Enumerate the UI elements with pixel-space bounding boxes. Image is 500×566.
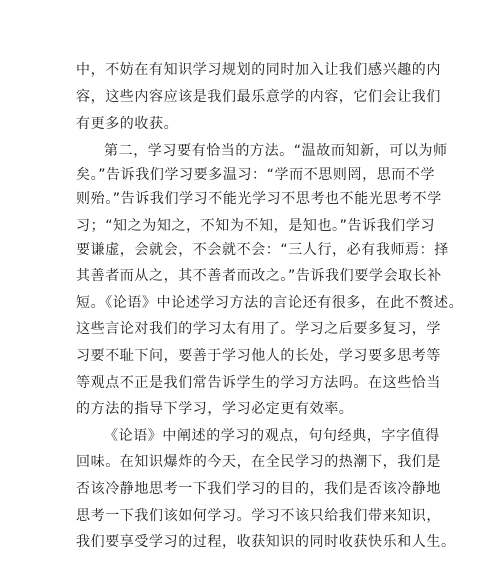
text-line-13: 等观点不正是我们常告诉学生的学习方法吗。在这些恰当 — [76, 375, 441, 391]
text-line-11: 这些言论对我们的学习太有用了。学习之后要多复习，学 — [76, 321, 441, 337]
text-line-14: 的方法的指导下学习，学习必定更有效率。 — [76, 401, 354, 417]
text-line-12: 习要不耻下问，要善于学习他人的长处，学习要多思考等 — [76, 348, 441, 364]
text-line-6: 则殆。”告诉我们学习不能光学习不思考也不能光思考不学 — [76, 191, 442, 207]
text-line-9: 其善者而从之，其不善者而改之。”告诉我们要学会取长补 — [76, 268, 442, 284]
text-line-17: 否该冷静地思考一下我们学习的目的，我们是否该冷静地 — [76, 481, 441, 497]
text-line-8: 要谦虚，会就会，不会就不会：“三人行，必有我师焉：择 — [76, 242, 449, 258]
paragraph-2-first-line: 第二，学习要有恰当的方法。“温故而知新，可以为师 — [104, 143, 448, 159]
text-line-7: 习；“知之为知之，不知为不知，是知也。”告诉我们学习 — [76, 218, 436, 234]
text-line-18: 思考一下我们该如何学习。学习不该只给我们带来知识， — [76, 508, 441, 524]
paragraph-3-first-line: 《论语》中阐述的学习的观点，句句经典，字字值得 — [104, 428, 440, 444]
text-line-16: 回味。在知识爆炸的今天，在全民学习的热潮下，我们是 — [76, 454, 441, 470]
text-line-19: 我们要享受学习的过程，收获知识的同时收获快乐和人生。 — [76, 534, 456, 550]
text-line-2: 容，这些内容应该是我们最乐意学的内容，它们会让我们 — [76, 89, 441, 105]
text-line-5: 矣。”告诉我们学习要多温习：“学而不思则罔，思而不学 — [76, 167, 436, 183]
text-line-1: 中，不妨在有知识学习规划的同时加入让我们感兴趣的内 — [76, 62, 441, 78]
text-line-3: 有更多的收获。 — [76, 116, 179, 132]
text-line-10: 短。《论语》中论述学习方法的言论还有很多，在此不赘述。 — [76, 295, 464, 311]
